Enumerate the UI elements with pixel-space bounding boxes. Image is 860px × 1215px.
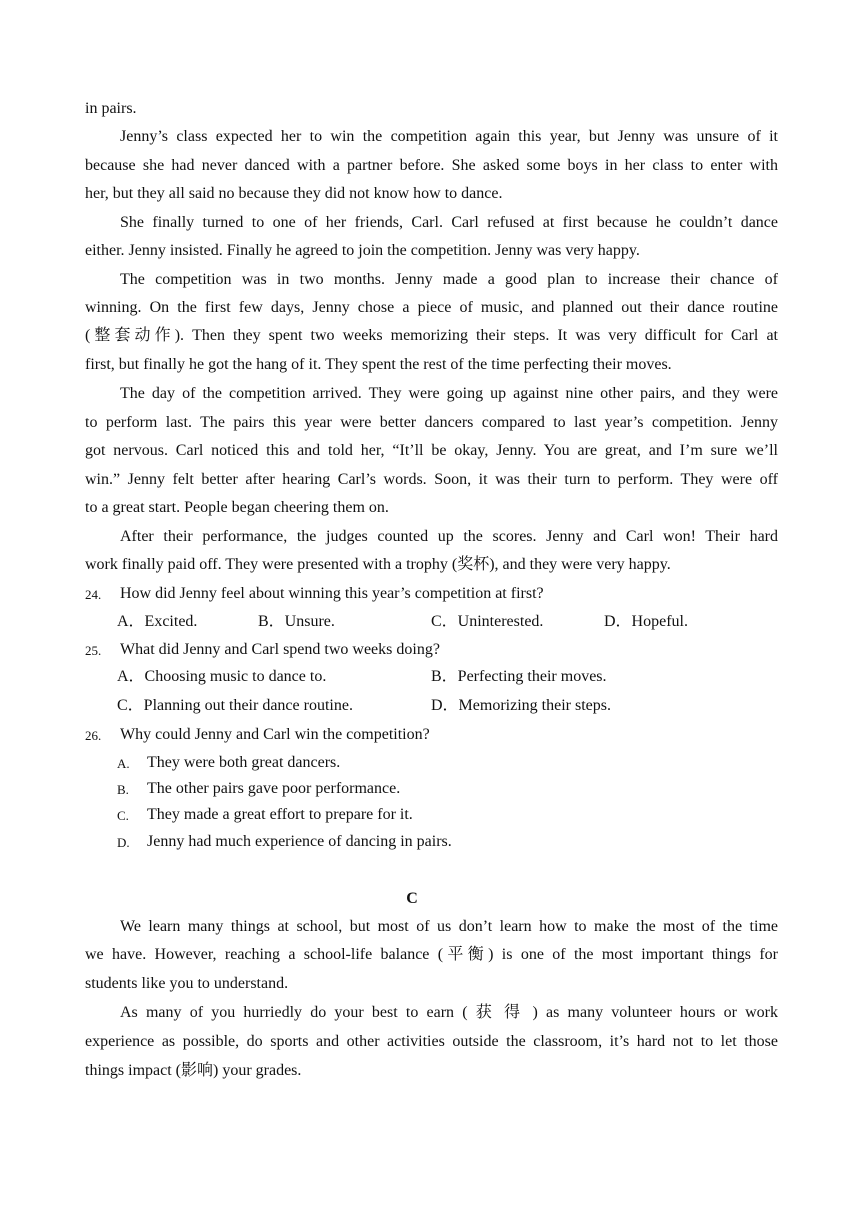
passage-line: experience as possible, do sports and other activities outside the classroom, it’s hard not to let those: [85, 1033, 778, 1050]
passage-line: Jenny’s class expected her to win the competition again this year, but Jenny was unsure of it: [120, 128, 778, 145]
passage-line: to perform last. The pairs this year were better dancers compared to last year’s competition. Jenny: [85, 414, 778, 431]
passage-line: We learn many things at school, but most of us don’t learn how to make the most of the time: [120, 918, 778, 935]
option-d: D．Hopeful.: [604, 613, 688, 630]
passage-line: (整套动作). Then they spent two weeks memorizing their steps. It was very difficult for Carl at: [85, 327, 778, 344]
passage-line: first, but finally he got the hang of it. They spent the rest of the time perfecting their moves.: [85, 356, 672, 373]
passage-line: She finally turned to one of her friends, Carl. Carl refused at first because he couldn’t dance: [120, 214, 778, 231]
option-letter: D.: [117, 835, 130, 850]
option-b: B．Perfecting their moves.: [431, 668, 607, 685]
option-b: B．Unsure.: [258, 613, 335, 630]
passage-line: As many of you hurriedly do your best to earn ( 获 得 ) as many volunteer hours or work: [120, 1004, 778, 1021]
passage-line: After their performance, the judges counted up the scores. Jenny and Carl won! Their hard: [120, 528, 778, 545]
passage-line: winning. On the first few days, Jenny chose a piece of music, and planned out their dance routine: [85, 299, 778, 316]
question-text: Why could Jenny and Carl win the competition?: [120, 726, 430, 743]
section-heading: C: [406, 890, 418, 907]
question-number: 25.: [85, 643, 102, 658]
option-letter: A.: [117, 756, 130, 771]
passage-line: things impact (影响) your grades.: [85, 1062, 302, 1079]
passage-line: got nervous. Carl noticed this and told her, “It’ll be okay, Jenny. You are great, and I’m sure we’ll: [85, 442, 778, 459]
question-text: How did Jenny feel about winning this year’s competition at first?: [120, 585, 544, 602]
option-letter: B.: [117, 782, 129, 797]
passage-line: we have. However, reaching a school-life balance (平衡) is one of the most important things for: [85, 946, 778, 963]
option-c: They made a great effort to prepare for it.: [147, 806, 413, 823]
option-b: The other pairs gave poor performance.: [147, 780, 401, 797]
passage-line: students like you to understand.: [85, 975, 289, 992]
passage-line: win.” Jenny felt better after hearing Carl’s words. Soon, it was their turn to perform. They were off: [85, 471, 778, 488]
passage-line: The day of the competition arrived. They were going up against nine other pairs, and they were: [120, 385, 778, 402]
question-number: 24.: [85, 587, 102, 602]
passage-line: because she had never danced with a partner before. She asked some boys in her class to enter with: [85, 157, 778, 174]
question-text: What did Jenny and Carl spend two weeks doing?: [120, 641, 440, 658]
passage-line: in pairs.: [85, 100, 137, 117]
passage-line: to a great start. People began cheering them on.: [85, 499, 389, 516]
option-a: They were both great dancers.: [147, 754, 341, 771]
passage-line: work finally paid off. They were presented with a trophy (奖杯), and they were very happy.: [85, 556, 671, 573]
option-letter: C.: [117, 808, 129, 823]
passage-line: her, but they all said no because they did not know how to dance.: [85, 185, 503, 202]
option-a: A．Choosing music to dance to.: [117, 668, 327, 685]
option-d: Jenny had much experience of dancing in pairs.: [147, 833, 452, 850]
option-c: C．Planning out their dance routine.: [117, 697, 353, 714]
option-c: C．Uninterested.: [431, 613, 544, 630]
option-d: D．Memorizing their steps.: [431, 697, 611, 714]
option-a: A．Excited.: [117, 613, 198, 630]
passage-line: The competition was in two months. Jenny made a good plan to increase their chance of: [120, 271, 778, 288]
question-number: 26.: [85, 728, 102, 743]
passage-line: either. Jenny insisted. Finally he agreed to join the competition. Jenny was very happy.: [85, 242, 640, 259]
